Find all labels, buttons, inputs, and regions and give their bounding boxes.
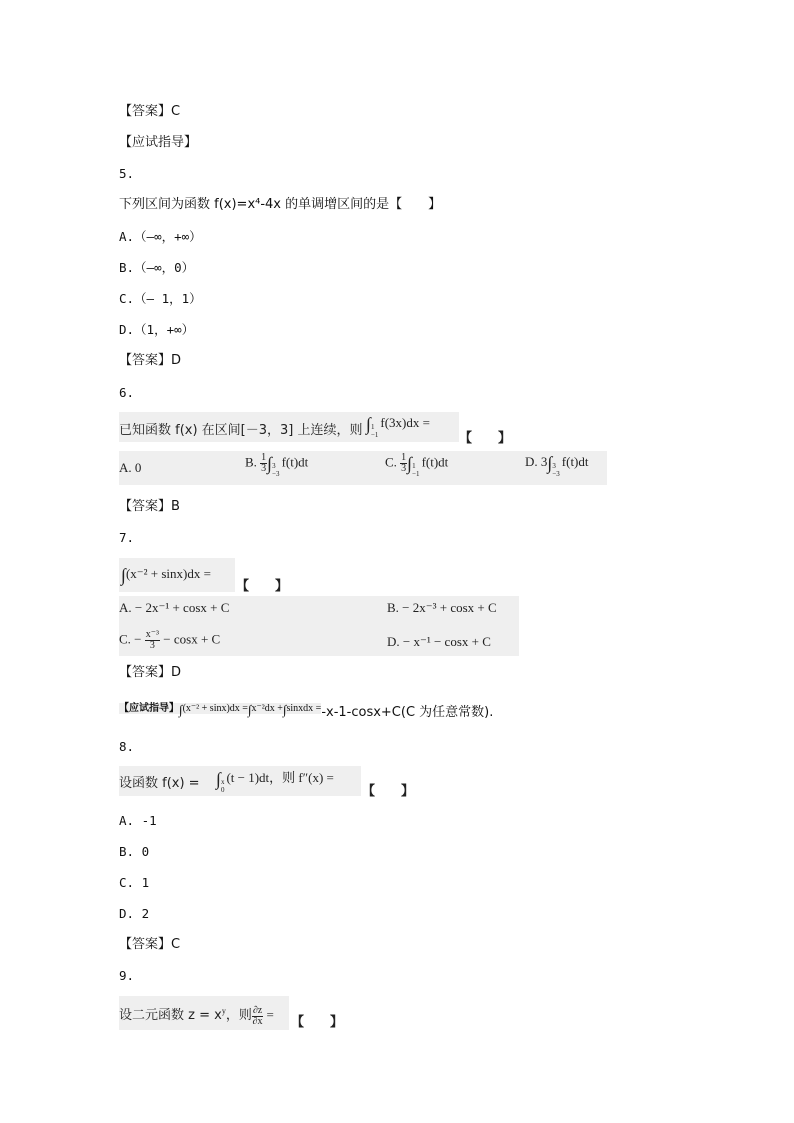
q8-answer: 【答案】C [119,937,181,952]
q6-answer: 【答案】B [119,499,180,514]
q6-stem-text: 已知函数 f(x) 在区间[－3，3] 上连续，则 [119,423,363,438]
q7-number: 7. [119,530,135,545]
q4-answer: 【答案】C [119,104,181,119]
q5-number: 5. [119,166,135,181]
q7-stem-expr: (x⁻² + sinx)dx = [125,566,211,581]
q5-option-d: D.（1，+∞） [119,322,195,337]
q7-bracket: 【 】 [236,579,289,594]
q7-option-a: A. − 2x⁻¹ + cosx + C [119,600,230,615]
q6-option-b: B. $\frac{1}{3}$ ∫ 3 −3 f(t)dt [245,452,309,479]
q5-stem: 下列区间为函数 f(x)=x⁴-4x 的单调增区间的是【 】 [119,197,442,212]
q8-option-a: A. -1 [119,813,157,828]
integral-sign-icon: ∫ [267,453,273,474]
q9-stem-image [119,996,344,1030]
q8-bracket: 【 】 [362,784,415,799]
q8-upper-limit: x [220,778,225,786]
q7-guide-tail: -x-1-cosx+C(C 为任意常数). [321,705,494,720]
q6-options-image [119,451,607,485]
q8-lower-limit: 0 [220,786,225,794]
q7-answer: 【答案】D [119,665,182,680]
q6-bracket: 【 】 [459,431,512,446]
q6-stem-expr: f(3x)dx = [380,415,430,430]
integral-sign-icon: ∫ [247,702,252,717]
q4-guide-heading: 【应试指导】 [119,135,198,150]
q8-option-d: D. 2 [119,906,150,921]
integral-sign-icon: ∫ [216,769,221,789]
q6-upper-limit: 1 [370,423,375,431]
integral-sign-icon: ∫ [407,453,413,474]
q5-option-b: B.（—∞，0） [119,260,195,275]
q6-option-a: A. 0 [119,460,142,475]
q7-guide [119,698,493,720]
integral-sign-icon: ∫ [179,702,183,717]
q5-option-c: C.（— 1，1） [119,291,202,306]
integral-sign-icon: ∫ [282,702,287,717]
q9-number: 9. [119,968,135,983]
integral-sign-icon: ∫ [366,414,371,434]
q8-stem-expr: (t − 1)dt，则 f″(x) = [226,770,334,785]
integral-sign-icon: ∫ [121,565,126,585]
q6-number: 6. [119,385,135,400]
q7-option-c: C. − $\frac{\text{x⁻³}}{3}$ − cosx + C [119,629,221,651]
q6-lower-limit: −1 [370,431,379,439]
q6-option-c: C. $\frac{1}{3}$ ∫ 1 −1 f(t)dt [385,452,449,479]
q7-option-d: D. − x⁻¹ − cosx + C [387,634,491,649]
q9-stem: 设二元函数 $z = x^y$，则 $\frac{\partial z}{\partial x}$ = [119,1004,274,1027]
q8-stem-text: 设函数 f(x) = [119,776,200,791]
integral-sign-icon: ∫ [547,453,553,473]
q8-option-c: C. 1 [119,875,150,890]
q7-stem-image [119,558,289,594]
q8-stem-image [119,766,415,799]
q7-option-b: B. − 2x⁻³ + cosx + C [387,600,497,615]
q5-answer: 【答案】D [119,353,182,368]
q8-number: 8. [119,739,135,754]
q7-guide-expr-image: ∫(x⁻² + sinx)dx =∫x⁻²dx +∫sinxdx = [179,702,322,717]
q9-bracket: 【 】 [291,1015,344,1030]
q7-guide-label: 【应试指导】 [119,703,179,714]
q7-options-image [119,596,519,656]
q6-stem-image [119,412,512,446]
q8-option-b: B. 0 [119,844,150,859]
q5-option-a: A.（—∞，+∞） [119,229,202,244]
q6-option-d: D. 3∫ 3 −3 f(t)dt [525,453,589,478]
